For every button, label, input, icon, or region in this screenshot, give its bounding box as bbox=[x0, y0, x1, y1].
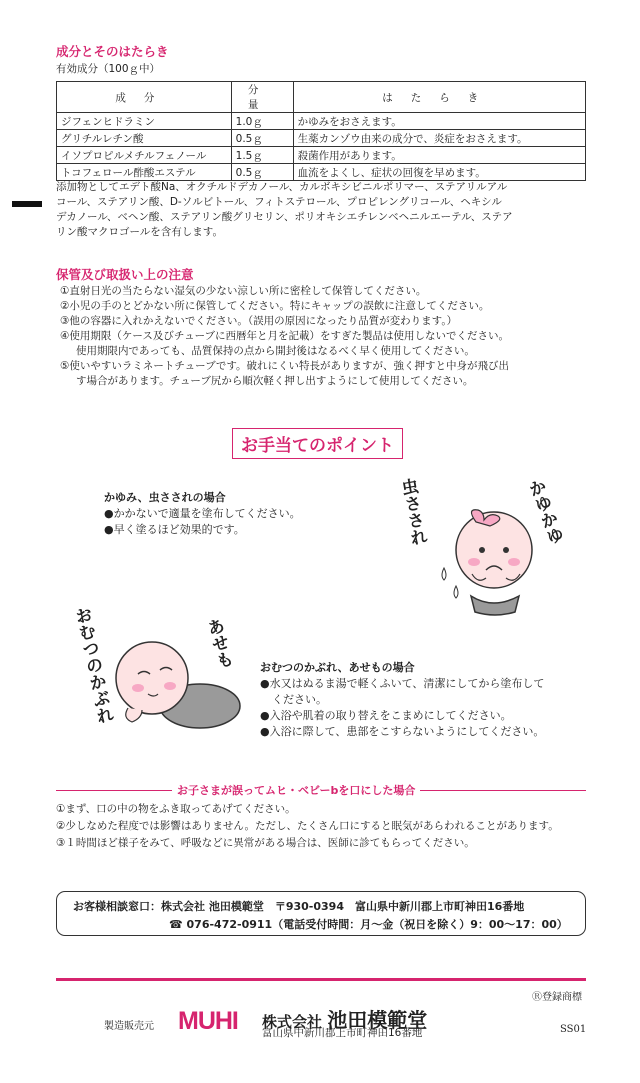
additives-line: コール、ステアリン酸、D-ソルビトール、フィトステロール、プロピレングリコール、ヘキシル bbox=[56, 196, 502, 208]
cell-ingredient: トコフェロール酢酸エステル bbox=[57, 164, 232, 181]
header-function: はたらき bbox=[293, 82, 585, 113]
customer-contact-box bbox=[56, 891, 586, 936]
ingredients-table bbox=[56, 81, 586, 181]
table-row bbox=[57, 147, 586, 164]
registered-trademark: Ⓡ登録商標 bbox=[532, 992, 582, 1003]
list-item: す場合があります。チューブ尻から順次軽く押し出すようにして使用してください。 bbox=[76, 375, 474, 387]
rash-care-title: おむつのかぶれ、あせもの場合 bbox=[260, 661, 415, 674]
company-main-name: 池田模範堂 bbox=[327, 1008, 428, 1032]
itch-care bbox=[104, 490, 301, 538]
handwritten-sweat: あせも bbox=[201, 616, 235, 671]
storage-list bbox=[60, 284, 600, 389]
list-item: ①まず、口の中の物をふき取ってあげてください。 bbox=[56, 803, 296, 815]
cell-ingredient: ジフェンヒドラミン bbox=[57, 113, 232, 130]
care-points-title: お手当てのポイント bbox=[232, 428, 403, 459]
cell-function: 生薬カンゾウ由来の成分で、炎症をおさえます。 bbox=[293, 130, 585, 147]
cell-function: 殺菌作用があります。 bbox=[293, 147, 585, 164]
warning-title: お子さまが誤ってムヒ・ベビーbを口にした場合 bbox=[172, 782, 420, 798]
cell-ingredient: グリチルレチン酸 bbox=[57, 130, 232, 147]
table-header-row bbox=[57, 82, 586, 113]
table-row bbox=[57, 113, 586, 130]
cell-amount: 0.5ｇ bbox=[231, 130, 293, 147]
handwritten-diaper: おむつのかぶれ bbox=[69, 605, 115, 726]
ingredients-title: 成分とそのはたらき bbox=[56, 44, 169, 59]
additives-text bbox=[56, 180, 596, 240]
contact-phone: ☎ 076-472-0911（電話受付時間：月～金（祝日を除く）9：00～17：00） bbox=[169, 918, 568, 931]
list-item: ⑤使いやすいラミネートチューブです。破れにくい特長がありますが、強く押すと中身が飛び出 bbox=[60, 360, 510, 372]
footer-divider bbox=[56, 978, 586, 981]
cell-amount: 1.5ｇ bbox=[231, 147, 293, 164]
cell-function: かゆみをおさえます。 bbox=[293, 113, 585, 130]
company-address: 富山県中新川郡上市町神田16番地 bbox=[262, 1027, 423, 1039]
cell-amount: 0.5ｇ bbox=[231, 164, 293, 181]
contact-address: お客様相談窓口：株式会社 池田模範堂 〒930-0394 富山県中新川郡上市町神田16番地 bbox=[73, 900, 525, 913]
cut-mark bbox=[12, 201, 42, 207]
maker-label: 製造販売元 bbox=[104, 1021, 154, 1032]
list-item: ③他の容器に入れかえないでください。（誤用の原因になったり品質が変わります。） bbox=[60, 315, 458, 327]
ingredients-subtitle: 有効成分（100ｇ中） bbox=[56, 63, 161, 75]
additives-line: リン酸マクロゴールを含有します。 bbox=[56, 226, 223, 238]
list-item: ④使用期限（ケース及びチューブに西暦年と月を記載）をすぎた製品は使用しないでください。 bbox=[60, 330, 510, 342]
ingestion-warning bbox=[56, 784, 586, 862]
cell-ingredient: イソプロピルメチルフェノール bbox=[57, 147, 232, 164]
additives-line: 添加物としてエデト酸Na、オクチルドデカノール、カルボキシビニルポリマー、ステアリルアル bbox=[56, 181, 508, 193]
itch-care-title: かゆみ、虫さされの場合 bbox=[104, 491, 226, 504]
baby-itching-illustration bbox=[436, 498, 546, 618]
header-ingredient: 成分 bbox=[57, 82, 232, 113]
list-item: ●かかないで適量を塗布してください。 bbox=[104, 507, 301, 520]
table-row bbox=[57, 130, 586, 147]
storage-title: 保管及び取扱い上の注意 bbox=[56, 267, 194, 282]
handwritten-itch: かゆかゆ bbox=[523, 476, 566, 548]
header-amount: 分量 bbox=[231, 82, 293, 113]
cell-amount: 1.0ｇ bbox=[231, 113, 293, 130]
product-code: SS01 bbox=[560, 1024, 587, 1035]
list-item: ●水又はぬるま湯で軽くふいて、清潔にしてから塗布して bbox=[260, 677, 545, 690]
handwritten-bite: 虫さされ bbox=[396, 476, 428, 548]
company-prefix: 株式会社 bbox=[262, 1013, 323, 1031]
rash-care bbox=[260, 660, 544, 740]
list-item: ②小児の手のとどかない所に保管してください。特にキャップの誤飲に注意してください。 bbox=[60, 300, 490, 312]
list-item: 使用期限内であっても、品質保持の点から開封後はなるべく早く使用してください。 bbox=[76, 345, 475, 357]
list-item: ●入浴や肌着の取り替えをこまめにしてください。 bbox=[260, 709, 512, 722]
table-row bbox=[57, 164, 586, 181]
warning-list bbox=[56, 801, 559, 852]
list-item: ●早く塗るほど効果的です。 bbox=[104, 523, 245, 536]
list-item: ください。 bbox=[272, 693, 327, 706]
list-item: ●入浴に際して、患部をこすらないようにしてください。 bbox=[260, 725, 545, 738]
additives-line: デカノール、ベヘン酸、ステアリン酸グリセリン、ポリオキシエチレンベヘニルエーテル、ステア bbox=[56, 211, 513, 223]
list-item: ②少しなめた程度では影響はありません。ただし、たくさん口にすると眠気があらわれることがあります。 bbox=[56, 820, 559, 832]
list-item: ③１時間ほど様子をみて、呼吸などに異常がある場合は、医師に診てもらってください。 bbox=[56, 837, 475, 849]
cell-function: 血流をよくし、症状の回復を早めます。 bbox=[293, 164, 585, 181]
muhi-logo: MUHI bbox=[178, 1007, 238, 1035]
list-item: ①直射日光の当たらない湿気の少ない涼しい所に密栓して保管してください。 bbox=[60, 285, 427, 297]
